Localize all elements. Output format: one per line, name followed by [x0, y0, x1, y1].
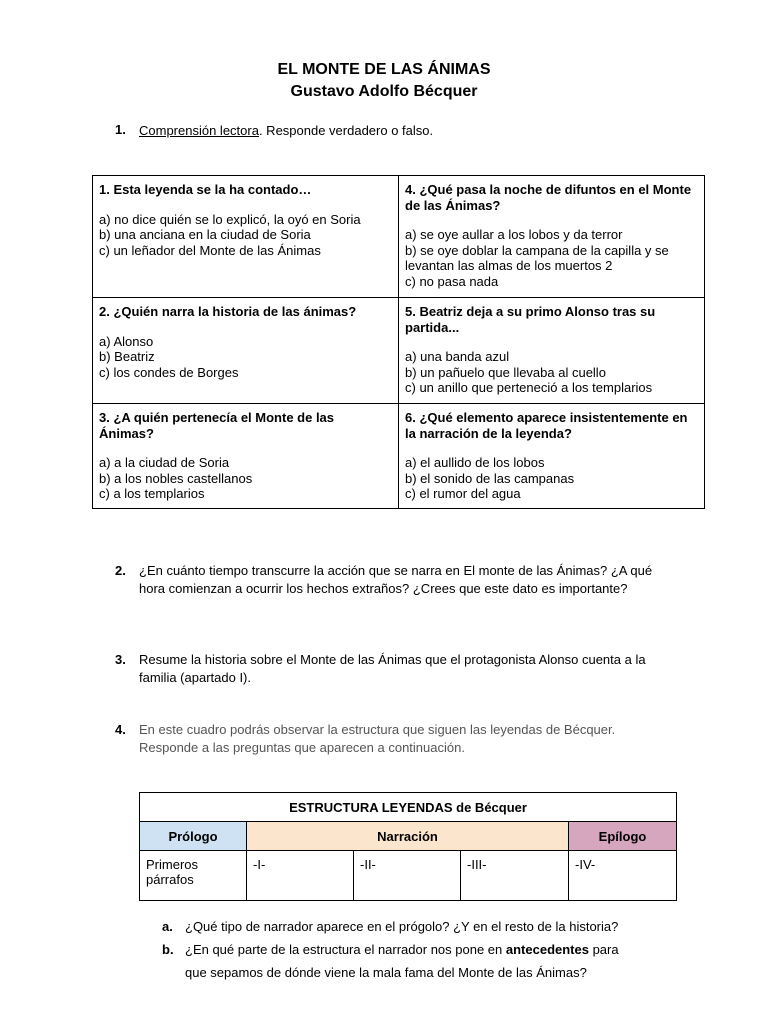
document-title: EL MONTE DE LAS ÁNIMAS — [277, 61, 491, 78]
quiz-cell-2 — [93, 298, 399, 404]
subquestion-b-label: b. — [162, 942, 174, 957]
document-author: Gustavo Adolfo Bécquer — [290, 83, 478, 100]
subquestion-a-label: a. — [162, 919, 173, 934]
quiz-option: a) se oye aullar a los lobos y da terror — [405, 227, 623, 242]
subquestion-a-text: ¿Qué tipo de narrador aparece en el prógolo? ¿Y en el resto de la historia? — [185, 919, 619, 934]
epilogo-header: Epílogo — [569, 822, 677, 851]
structure-table — [139, 792, 677, 901]
quiz-option: c) los condes de Borges — [99, 364, 239, 380]
quiz-option: c) un leñador del Monte de las Ánimas — [99, 242, 321, 258]
quiz-question: 5. Beatriz deja a su primo Alonso tras su partida... — [405, 304, 656, 335]
subquestion-b-text: ¿En qué parte de la estructura el narrador nos pone en — [185, 942, 506, 957]
part-cell-4: -IV- — [569, 851, 677, 901]
prologo-header: Prólogo — [140, 822, 247, 851]
table-row — [140, 793, 677, 822]
quiz-option: a) una banda azul — [405, 349, 510, 364]
question-2-number: 2. — [115, 563, 126, 578]
question-1-text — [139, 122, 433, 140]
quiz-option: a) no dice quién se lo explicó, la oyó en Soria — [99, 211, 361, 227]
quiz-option: b) una anciana en la ciudad de Soria — [99, 227, 311, 242]
quiz-cell-3 — [93, 404, 399, 509]
quiz-option: b) el sonido de las campanas — [405, 470, 575, 486]
subquestion-b-line-2: que sepamos de dónde viene la mala fama del Monte de las Ánimas? — [185, 965, 587, 980]
question-2-text: ¿En cuánto tiempo transcurre la acción que se narra en El monte de las Ánimas? ¿A qué hora comienzan a ocurrir los hechos extraños? ¿Crees que este dato es importante? — [139, 563, 653, 596]
question-1-number: 1. — [115, 122, 126, 137]
question-1-label: Comprensión lectora — [139, 123, 259, 138]
narracion-header: Narración — [247, 822, 569, 851]
quiz-cell-6 — [399, 404, 705, 509]
table-row — [140, 851, 677, 901]
structure-title: ESTRUCTURA LEYENDAS de Bécquer — [140, 793, 677, 822]
subquestion-b-text-end: para — [588, 942, 619, 957]
quiz-option: a) a la ciudad de Soria — [99, 455, 230, 470]
question-4-number: 4. — [115, 722, 126, 737]
part-cell-1: -I- — [247, 851, 354, 901]
subquestion-b-line-1 — [185, 938, 619, 961]
part-cell-3: -III- — [461, 851, 569, 901]
quiz-option: a) Alonso — [99, 333, 154, 349]
quiz-question: 3. ¿A quién pertenecía el Monte de las Ánimas? — [99, 410, 335, 441]
quiz-option: c) a los templarios — [99, 486, 205, 501]
quiz-cell-1 — [93, 176, 399, 298]
quiz-table — [92, 175, 705, 509]
quiz-question: 6. ¿Qué elemento aparece insistentemente en la narración de la leyenda? — [405, 410, 688, 441]
table-row — [140, 822, 677, 851]
quiz-option: a) el aullido de los lobos — [405, 455, 545, 470]
quiz-question: 4. ¿Qué pasa la noche de difuntos en el Monte de las Ánimas? — [405, 182, 692, 213]
quiz-question: 1. Esta leyenda se la ha contado… — [99, 182, 312, 197]
subquestion-b-bold: antecedentes — [505, 942, 589, 957]
quiz-option: b) a los nobles castellanos — [99, 470, 253, 486]
question-4-text: En este cuadro podrás observar la estructura que siguen las leyendas de Bécquer. Responde a las preguntas que aparecen a continuación. — [139, 722, 616, 755]
quiz-cell-4 — [399, 176, 705, 298]
table-row — [93, 298, 705, 404]
quiz-cell-5 — [399, 298, 705, 404]
prologo-cell: Primeros párrafos — [140, 851, 247, 901]
quiz-option: c) el rumor del agua — [405, 486, 521, 501]
table-row — [93, 404, 705, 509]
part-cell-2: -II- — [354, 851, 461, 901]
quiz-option: b) se oye doblar la campana de la capilla y se levantan las almas de los muertos 2 — [405, 242, 669, 273]
quiz-option: b) Beatriz — [99, 349, 155, 364]
quiz-option: c) un anillo que perteneció a los templarios — [405, 380, 653, 395]
quiz-option: c) no pasa nada — [405, 273, 499, 289]
table-row — [93, 176, 705, 298]
question-3-number: 3. — [115, 652, 126, 667]
quiz-option: b) un pañuelo que llevaba al cuello — [405, 364, 606, 380]
quiz-question: 2. ¿Quién narra la historia de las ánimas? — [99, 304, 357, 319]
question-1-rest: . Responde verdadero o falso. — [258, 123, 434, 138]
question-3-text: Resume la historia sobre el Monte de las Ánimas que el protagonista Alonso cuenta a la familia (apartado I). — [139, 652, 646, 685]
